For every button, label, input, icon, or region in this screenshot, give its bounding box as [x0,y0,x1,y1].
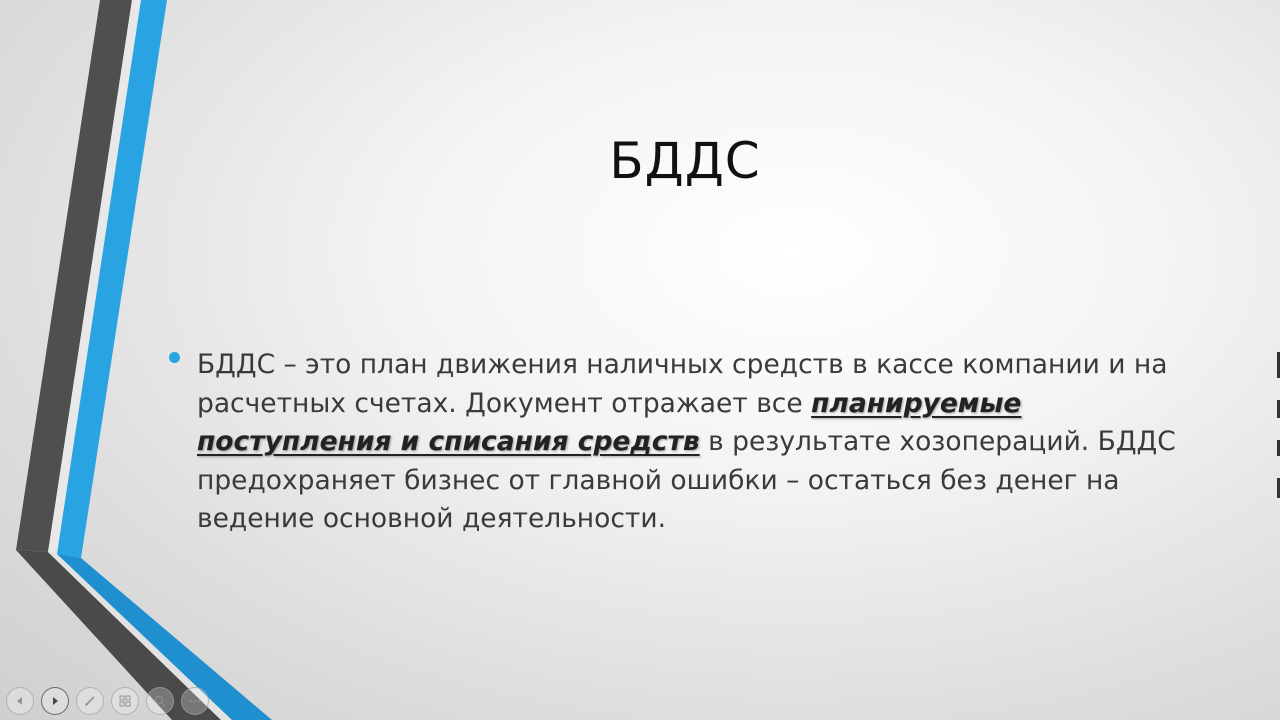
more-options-button[interactable] [181,687,209,715]
see-all-slides-button[interactable] [111,687,139,715]
bullet-text [197,346,1197,539]
emphasized-phrase: планируемые поступления и списания средств [197,387,1022,457]
slideshow-controls [6,686,209,716]
slide-title: БДДС [609,132,761,190]
pen-icon [83,694,97,708]
previous-slide-button[interactable] [6,687,34,715]
zoom-button[interactable] [146,687,174,715]
pen-tool-button[interactable] [76,687,104,715]
bullet-icon [169,352,180,363]
grid-icon [118,694,132,708]
ellipsis-icon [188,694,202,708]
arrow-left-icon [14,695,26,707]
bullet-text-end: в результате хозопераций. БДДС предохраняет бизнес от главной ошибки – остаться без денег на ведение основной деятельности. [197,426,1176,534]
next-slide-button[interactable] [41,687,69,715]
bullet-text-start: БДДС – это план движения наличных средств в кассе компании и на расчетных счетах. Документ отражает все [197,349,1168,419]
arrow-right-icon [49,695,61,707]
magnifier-icon [153,694,167,708]
